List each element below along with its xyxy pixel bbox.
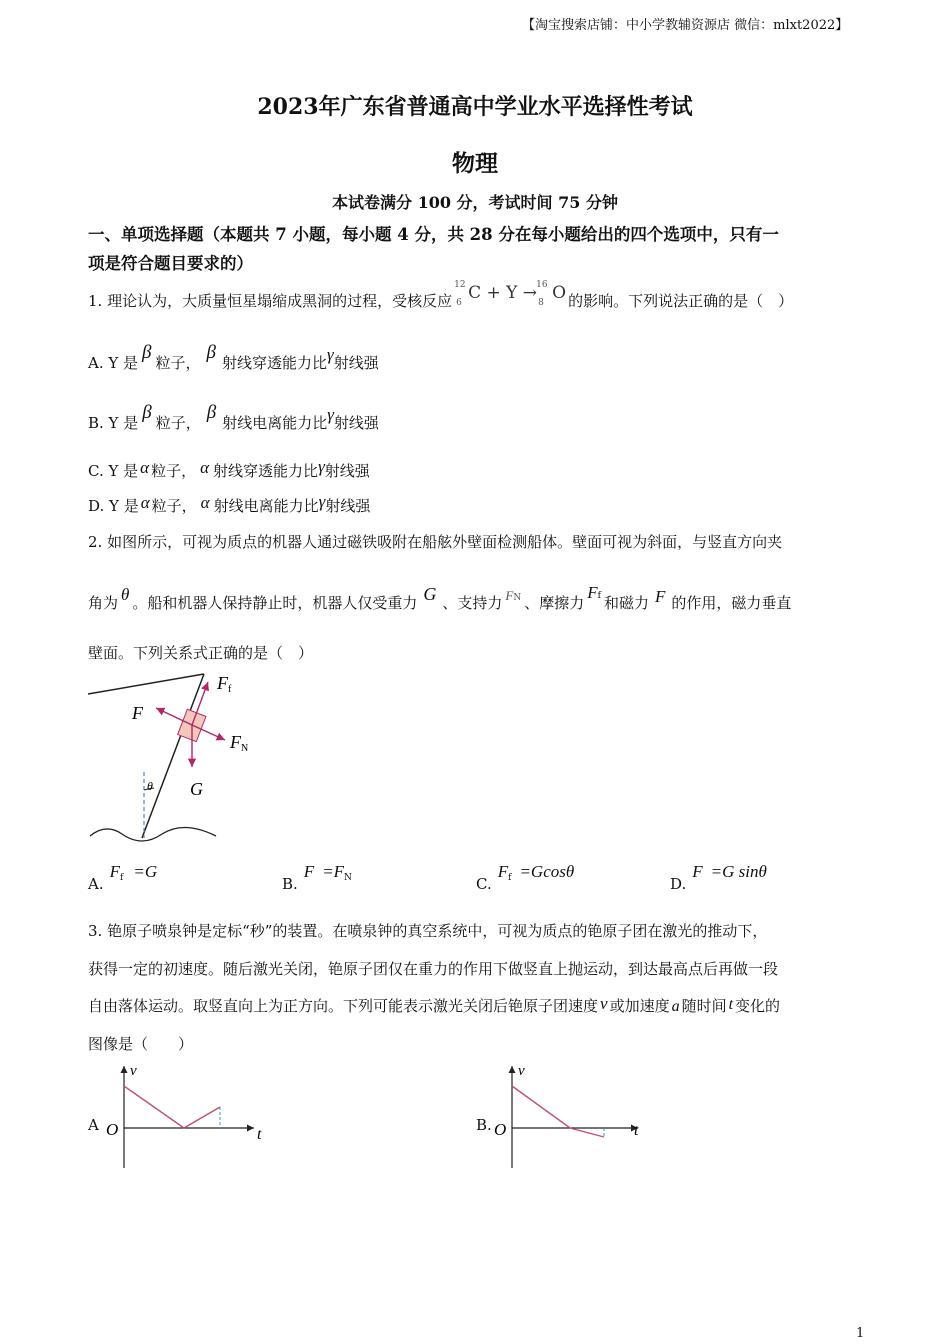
q3-line1: 3. 铯原子喷泉钟是定标“秒”的装置。在喷泉钟的真空系统中，可视为质点的铯原子团在激光的推动下， (88, 922, 768, 940)
q3-text: 随时间 (681, 997, 727, 1015)
particle-symbol: β (142, 402, 152, 423)
q1-option-d[interactable] (88, 492, 371, 516)
q2-option-c[interactable] (476, 862, 575, 893)
option-text: 粒子， (151, 462, 197, 480)
particle-symbol: β (206, 342, 216, 363)
option-rhs: =Gcosθ (519, 862, 575, 881)
q3-line4: 图像是（ ） (88, 1035, 194, 1053)
q2-option-d[interactable] (670, 862, 767, 893)
q1-option-c[interactable] (88, 457, 370, 481)
option-rhs: =F (322, 862, 345, 881)
q3-line3 (88, 995, 780, 1016)
option-text: 射线穿透能力比 (222, 354, 328, 372)
q2-option-b[interactable] (282, 862, 352, 893)
particle-symbol: γ (318, 457, 325, 476)
option-text: 射线穿透能力比 (213, 462, 319, 480)
exam-title: 2023年广东省普通高中学业水平选择性考试 (257, 94, 693, 120)
theta-symbol: θ (121, 585, 130, 604)
option-label: A. (88, 875, 104, 893)
option-text: 粒子， (151, 497, 197, 515)
acceleration-symbol: a (671, 998, 680, 1015)
option-text: 射线电离能力比 (222, 414, 328, 432)
q1-stem (88, 280, 794, 312)
v-axis-label: v (518, 1063, 525, 1079)
particle-symbol: γ (327, 345, 334, 364)
option-label: B. (282, 875, 298, 893)
option-text: 粒子， (155, 414, 201, 432)
option-rhs: =G sinθ (710, 862, 767, 881)
c-mass: 12 (454, 280, 466, 290)
o-charge: 8 (538, 298, 544, 308)
particle-symbol: β (206, 402, 217, 423)
option-label: C. Y 是 (88, 462, 139, 480)
q1-reaction (452, 280, 568, 312)
v-axis-label: v (130, 1063, 137, 1079)
option-text: 粒子， (155, 354, 201, 372)
q2-text: 的作用，磁力垂直 (671, 594, 792, 612)
option-text: 射线强 (324, 462, 370, 480)
option-label: D. Y 是 (88, 497, 139, 515)
header-shop-note: 【淘宝搜索店铺：中小学教辅资源店 微信：mlxt2022】 (522, 18, 849, 33)
q1-suffix: 的影响。下列说法正确的是（ ） (568, 292, 794, 310)
friction-force-symbol: Ff (587, 583, 601, 602)
page-number: 1 (856, 1326, 865, 1341)
particle-symbol: γ (318, 492, 326, 511)
q3-graph-a[interactable] (102, 1060, 272, 1172)
q2-line2 (88, 583, 792, 613)
section-heading-line2: 项是符合题目要求的） (88, 254, 253, 273)
q2-text: 角为 (88, 594, 119, 612)
fig-f-label: F (132, 703, 143, 723)
particle-symbol: α (140, 493, 150, 512)
q3-option-a-label[interactable]: A (88, 1116, 99, 1134)
t-axis-label: t (634, 1122, 639, 1139)
exam-info: 本试卷满分 100 分，考试时间 75 分钟 (332, 193, 618, 212)
origin-label: O (494, 1120, 507, 1139)
particle-symbol: α (200, 493, 210, 512)
option-label: A. Y 是 (88, 354, 139, 372)
q3-option-b-label[interactable]: B. (476, 1116, 492, 1134)
q3-line2: 获得一定的初速度。随后激光关闭，铯原子团仅在重力的作用下做竖直上抛运动，到达最高点后再做一段 (88, 960, 779, 978)
option-text: 射线强 (325, 497, 371, 515)
water-wave (90, 827, 216, 841)
q2-line3: 壁面。下列关系式正确的是（ ） (88, 644, 314, 662)
velocity-line (124, 1086, 220, 1128)
normal-force-symbol: FN (505, 588, 522, 603)
velocity-symbol: v (600, 994, 608, 1013)
fig-ff-label: Ff (217, 673, 232, 695)
q1-prefix: 1. 理论认为，大质量恒星塌缩成黑洞的过程，受核反应 (88, 292, 453, 310)
ship-deck-line (88, 674, 204, 694)
option-text: 射线强 (333, 414, 379, 432)
q2-option-a[interactable] (88, 862, 158, 893)
option-lhs: F (497, 862, 509, 881)
particle-symbol: α (200, 458, 210, 477)
option-label: B. Y 是 (88, 414, 139, 432)
option-text: 射线强 (333, 354, 379, 372)
option-lhs: F (109, 862, 120, 881)
option-lhs-sub: f (120, 873, 124, 883)
c-symbol: C + Y → (468, 283, 538, 303)
q3-text: 自由落体运动。取竖直向上为正方向。下列可能表示激光关闭后铯原子团速度 (88, 997, 599, 1015)
o-mass: 16 (536, 280, 548, 290)
ship-wall-line (142, 674, 204, 838)
o-symbol: O (552, 283, 567, 303)
q3-graph-b[interactable] (490, 1060, 660, 1172)
q2-text: 。船和机器人保持静止时，机器人仅受重力 (132, 594, 418, 612)
particle-symbol: β (142, 342, 152, 363)
q3-text: 或加速度 (609, 997, 670, 1015)
section-heading-line1: 一、单项选择题（本题共 7 小题，每小题 4 分，共 28 分在每小题给出的四个选项中，只有一 (88, 225, 779, 244)
gravity-symbol: G (423, 584, 437, 604)
q2-text: 、支持力 (442, 594, 503, 612)
particle-symbol: α (140, 458, 150, 477)
magnetic-force-symbol: F (655, 587, 666, 606)
q2-text: 和磁力 (603, 594, 649, 612)
q2-force-diagram (84, 668, 274, 848)
option-lhs: F (303, 862, 315, 881)
option-rhs: =G (133, 862, 158, 881)
q1-option-b[interactable] (88, 402, 379, 434)
option-lhs: F (692, 862, 703, 881)
fig-g-label: G (190, 779, 203, 799)
origin-label: O (106, 1120, 119, 1139)
velocity-line (512, 1086, 604, 1137)
q1-option-a[interactable] (88, 342, 379, 374)
option-label: D. (670, 875, 687, 893)
q2-text: 、摩擦力 (524, 594, 585, 612)
q2-line1: 2. 如图所示，可视为质点的机器人通过磁铁吸附在船舷外壁面检测船体。壁面可视为斜面，与竖直方向夹 (88, 533, 783, 551)
t-axis-label: t (257, 1126, 262, 1143)
q3-text: 变化的 (735, 997, 781, 1015)
particle-symbol: γ (327, 405, 334, 424)
time-symbol: t (728, 996, 734, 1013)
option-text: 射线电离能力比 (213, 497, 319, 515)
option-lhs-sub: f (508, 873, 512, 883)
option-label: C. (476, 875, 492, 893)
exam-subject: 物理 (452, 150, 498, 177)
option-rhs-sub: N (344, 873, 352, 883)
fig-theta: θ (147, 779, 153, 793)
c-charge: 6 (456, 298, 462, 308)
fig-fn-label: FN (230, 732, 249, 754)
